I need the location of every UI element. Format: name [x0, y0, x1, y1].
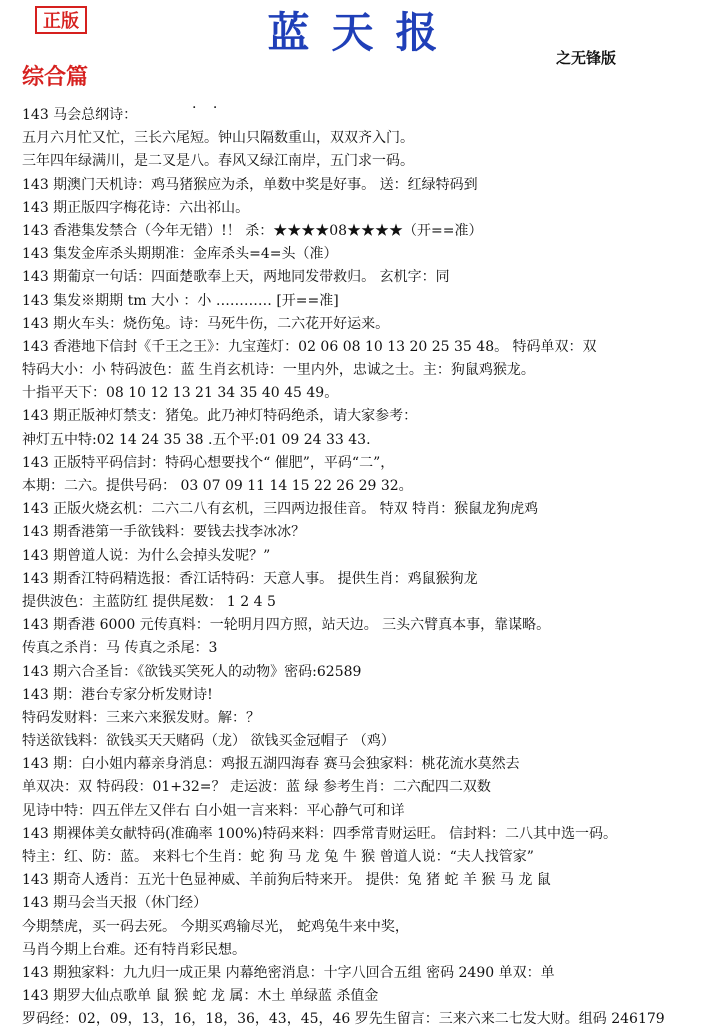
edition-badge: 正版: [35, 6, 87, 34]
text-line: 本期：二六。提供号码： 03 07 09 11 14 15 22 26 29 32。: [22, 478, 413, 494]
text-line: 143 期马会当天报（休门经）: [22, 895, 208, 912]
text-line: 传真之杀肖：马 传真之杀尾：3: [22, 640, 218, 657]
text-line: 特码发财料：三来六来猴发财。解：？: [22, 709, 260, 726]
page-title: 蓝天报: [267, 8, 460, 57]
page-subtitle: 之无锋版: [556, 49, 617, 67]
text-line: 三年四年绿满川，是二叉是八。春风又绿江南岸，五门求一码。: [22, 153, 414, 170]
text-line: 143 期火车头：烧伤兔。诗：马死牛伤，二六花开好运来。: [22, 315, 390, 332]
text-line: 特码大小：小 特码波色：蓝 生肖玄机诗：一里内外，忠诚之士。主：狗鼠鸡猴龙。: [22, 362, 535, 379]
text-line: 143 期罗大仙点歌单 鼠 猴 蛇 龙 属：木土 单绿蓝 杀值金: [22, 988, 379, 1005]
text-line: 143 集发※期期 tm 大小 ：小 ………… [开==准]: [22, 292, 339, 309]
text-line: 单双决：双 特码段：01+32=？ 走运波：蓝 绿 参考生肖：二六配四二双数: [22, 779, 491, 796]
content-lines: [22, 104, 712, 1032]
text-line: 143 期澳门天机诗：鸡马猪猴应为杀，单数中奖是好事。 送：红绿特码到: [22, 176, 478, 193]
text-line: 143 马会总纲诗：: [22, 107, 138, 123]
text-line: 马肖今期上台难。还有特肖彩民想。: [22, 941, 246, 958]
text-line: 罗码经：02，09，13，16，18，36，43，45，46 罗先生留言：三来六来二七发大财。组码 246179: [22, 1011, 665, 1028]
text-line: 143 期葡京一句话：四面楚歌奉上天，两地同发带救归。 玄机字：同: [22, 269, 450, 286]
text-line: 143 期奇人透肖：五光十色显神威、羊前狗后特来开。 提供：兔 猪 蛇 羊 猴 马 龙 鼠: [22, 872, 551, 889]
text-line: 143 期曾道人说：为什么会掉头发呢？”: [22, 547, 271, 564]
text-line: 提供波色：主蓝防红 提供尾数： 1 2 4 5: [22, 593, 276, 610]
decorative-dots: . .: [192, 96, 224, 112]
text-line: 今期禁虎，买一码去死。 今期买鸡输尽光， 蛇鸡兔牛来中奖，: [22, 918, 409, 935]
section-heading: 综合篇: [22, 64, 89, 90]
text-line: 143 期正版四字梅花诗：六出祁山。: [22, 199, 250, 216]
text-line: 143 期正版神灯禁支：猪兔。此乃神灯特码绝杀，请大家参考：: [22, 408, 418, 425]
text-line: 143 期香港第一手欲钱料：要钱去找李冰冰？: [22, 524, 306, 541]
text-line: 143 香港地下信封《千王之王》：九宝莲灯：02 06 08 10 13 20 25 35 48。 特码单双：双: [22, 338, 597, 355]
text-line: 特主：红、防：蓝。 来料七个生肖：蛇 狗 马 龙 兔 牛 猴 曾道人说：“夫人找管家”: [22, 849, 534, 865]
text-line: 143 期裸体美女献特码(准确率 100%)特码来料：四季常青财运旺。 信封料：二八其中选一码。: [22, 825, 618, 842]
text-line: 143 期独家料：九九归一成正果 内幕绝密消息：十字八回合五组 密码 2490 单双：单: [22, 964, 555, 981]
text-line: 143 正版特平码信封：特码心想要找个“ 催肥”，平码“二”，: [22, 454, 395, 471]
text-line: 143 期：港台专家分析发财诗!: [22, 686, 213, 703]
text-line: 特送欲钱料：欲钱买天天赌码（龙） 欲钱买金冠帽子 （鸡）: [22, 733, 395, 750]
text-line: 143 正版火烧玄机：二六二八有玄机，三四两边报佳音。 特双 特肖：猴鼠龙狗虎鸡: [22, 501, 539, 518]
text-line: 神灯五中特:02 14 24 35 38 .五个平:01 09 24 33 43.: [22, 431, 371, 448]
text-line: 五月六月忙又忙，三长六尾短。钟山只隔数重山，双双齐入门。: [22, 130, 414, 147]
text-line: 143 期：白小姐内幕亲身消息：鸡报五湖四海春 赛马会独家料：桃花流水莫然去: [22, 756, 520, 773]
text-line: 十指平天下：08 10 12 13 21 34 35 40 45 49。: [22, 385, 339, 402]
text-line: 143 集发金库杀头期期准：金库杀头=4=头（准）: [22, 246, 338, 263]
text-line: 143 期香江特码精选报：香江话特码：天意人事。 提供生肖：鸡鼠猴狗龙: [22, 570, 478, 587]
text-line: 143 期香港 6000 元传真料：一轮明月四方照，站天边。 三头六臂真本事，靠谋略。: [22, 617, 551, 634]
text-line: 143 香港集发禁合（今年无错）!！ 杀：★★★★08★★★★（开==准）: [22, 222, 483, 239]
text-line: 143 期六合圣旨：《欲钱买笑死人的动物》密码:62589: [22, 663, 362, 680]
text-line: 见诗中特：四五伴左又伴右 白小姐一言来料：平心静气可和详: [22, 802, 405, 819]
